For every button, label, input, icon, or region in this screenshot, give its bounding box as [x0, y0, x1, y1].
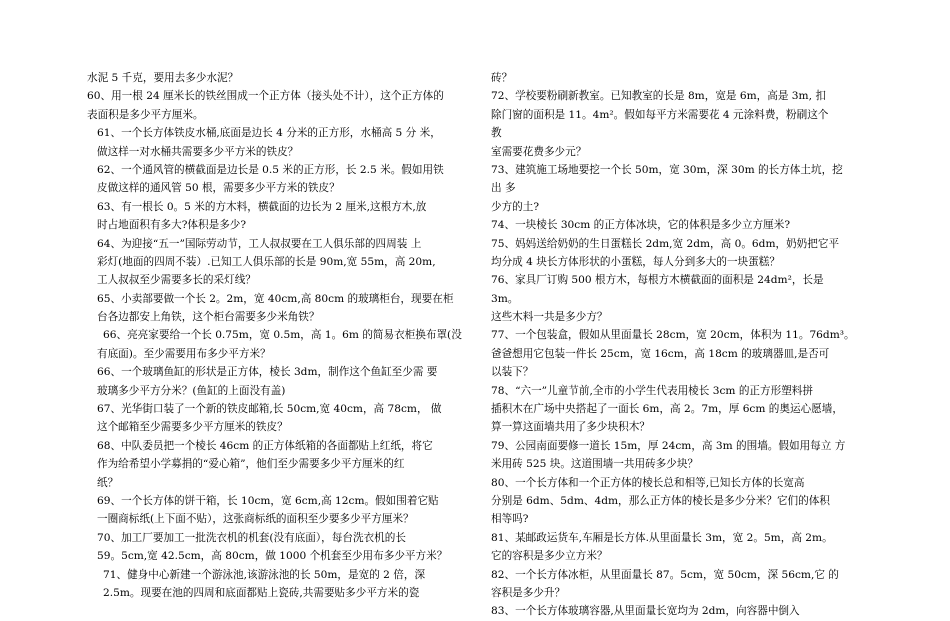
text-line: 容积是多少升？: [491, 586, 566, 599]
text-line: 工人叔叔至少需要多长的采灯线？: [97, 274, 256, 287]
text-line: 67、光华街口装了一个新的铁皮邮箱,长 50cm,宽 40cm，高 78cm， 做: [97, 403, 442, 416]
text-line: 教: [491, 127, 502, 140]
text-line: 分别是 6dm、5dm、4dm，那么正方体的棱长是多少分米？它们的体积: [491, 494, 830, 507]
text-line: 时占地面积有多大?体积是多少?: [97, 219, 247, 232]
text-line: 72、学校要粉刷新教室。已知教室的长是 8m，宽是 6m，高是 3m, 扣: [491, 90, 826, 103]
text-line: 66、亮亮家要给一个长 0.75m，宽 0.5m，高 1。6m 的简易衣柜换布罩(没: [103, 329, 462, 342]
text-line: 3m。: [491, 292, 519, 305]
text-line: 台各边都安上角铁，这个柜台需要多少米角铁？: [97, 311, 320, 324]
text-line: 皮做这样的通风管 50 根，需要多少平方米的铁皮？: [97, 182, 340, 195]
text-line: 均分成 4 块长方体形状的小蛋糕，每人分到多大的一块蛋糕？: [491, 255, 780, 268]
text-line: 一圈商标纸(上下面不贴），这张商标纸的面积至少要多少平方厘米？: [97, 513, 414, 526]
text-line: 81、某邮政运货车,车厢是长方体.从里面量长 3m，宽 2。5m，高 2m。: [491, 531, 833, 544]
text-line: 玻璃多少平方分米？(鱼缸的上面没有盖): [97, 384, 286, 397]
left-column: [87, 69, 479, 602]
text-line: 66、一个玻璃鱼缸的形状是正方体，棱长 3dm，制作这个鱼缸至少需 要: [97, 366, 438, 379]
text-line: 有底面)。至少需要用布多少平方米？: [97, 347, 271, 360]
text-line: 纸？: [97, 476, 119, 489]
text-line: 算一算这面墙共用了多少块积木？: [491, 421, 650, 434]
text-line: 室需要花费多少元？: [491, 145, 587, 158]
text-line: 彩灯(地面的四周不装）.已知工人俱乐部的长是 90m,宽 55m，高 20m,: [97, 255, 436, 268]
text-line: 除门窗的面积是 11。4m²。假如每平方米需要花 4 元涂料费，粉刷这个: [491, 108, 829, 121]
text-line: 60、用一根 24 厘米长的铁丝围成一个正方体（接头处不计），这个正方体的: [87, 90, 444, 103]
text-line: 插积木在广场中央搭起了一面长 6m，高 2。7m，厚 6cm 的奥运心愿墙，: [491, 403, 843, 416]
text-line: 相等吗?: [491, 513, 529, 526]
text-line: 76、家具厂订购 500 根方木，每根方木横截面的面积是 24dm²，长是: [491, 274, 824, 287]
text-line: 79、公园南面要修一道长 15m，厚 24cm，高 3m 的围墙。假如用每立 方: [491, 439, 846, 452]
text-line: 表面积是多少平方厘米。: [87, 108, 204, 121]
text-line: 77、一个包装盒，假如从里面量长 28cm，宽 20cm，体积为 11。76dm³。: [491, 329, 855, 342]
right-column: [491, 69, 863, 621]
text-line: 这些木料一共是多少方？: [491, 311, 608, 324]
text-line: 65、小卖部要做一个长 2。2m，宽 40cm,高 80cm 的玻璃柜台，现要在柜: [97, 292, 454, 305]
text-line: 73、建筑施工场地要挖一个长 50m，宽 30m，深 30m 的长方体土坑，挖: [491, 163, 843, 176]
text-line: 砖？: [491, 72, 513, 84]
text-line: 78、“六一”儿童节前,全市的小学生代表用棱长 3cm 的正方形塑料拼: [491, 384, 813, 397]
text-line: 74、一块棱长 30cm 的正方体冰块，它的体积是多少立方厘米?: [491, 219, 791, 232]
text-line: 米用砖 525 块。这道围墙一共用砖多少块？: [491, 458, 699, 471]
text-line: 水泥 5 千克，要用去多少水泥？: [87, 72, 239, 84]
text-line: 出 多: [491, 182, 516, 195]
text-line: 71、健身中心新建一个游泳池,该游泳池的长 50m，是宽的 2 倍，深: [103, 568, 426, 581]
text-line: 64、为迎接“五一”国际劳动节，工人叔叔要在工人俱乐部的四周装 上: [97, 237, 422, 250]
text-line: 做这样一对水桶共需要多少平方米的铁皮？: [97, 145, 299, 158]
text-line: 作为给希望小学募捐的“爱心箱”，他们至少需要多少平方厘米的红: [97, 458, 405, 471]
text-line: 70、加工厂要加工一批洗衣机的机套(没有底面），每台洗衣机的长: [97, 531, 406, 544]
text-line: 62、一个通风管的横截面是边长是 0.5 米的正方形，长 2.5 米。假如用铁: [97, 163, 444, 176]
text-line: 爸爸想用它包装一件长 25cm，宽 16cm，高 18cm 的玻璃器皿,是否可: [491, 347, 830, 360]
text-line: 这个邮箱至少需要多少平方厘米的铁皮？: [97, 421, 288, 434]
text-line: 61、一个长方体铁皮水桶,底面是边长 4 分米的正方形，水桶高 5 分 米，: [97, 127, 441, 140]
text-line: 63、有一根长 0。5 米的方木料，横截面的边长为 2 厘米,这根方木,放: [97, 200, 427, 213]
text-line: 59。5cm,宽 42.5cm，高 80cm，做 1000 个机套至少用布多少平方米？: [97, 550, 448, 563]
text-line: 2.5m。现要在池的四周和底面都贴上瓷砖,共需要贴多少平方米的瓷: [103, 586, 420, 599]
text-line: 以装下？: [491, 366, 534, 379]
text-line: 82、一个长方体冰柜，从里面量长 87。5cm，宽 50cm，深 56cm,它 的: [491, 568, 839, 581]
text-line: 80、一个长方体和一个正方体的棱长总和相等,已知长方体的长宽高: [491, 476, 805, 489]
text-line: 69、一个长方体的饼干箱，长 10cm，宽 6cm,高 12cm。假如围着它贴: [97, 494, 439, 507]
text-line: 83、一个长方体玻璃容器,从里面量长宽均为 2dm，向容器中倒入: [491, 605, 800, 618]
text-line: 少方的土?: [491, 200, 540, 213]
text-line: 它的容积是多少立方米？: [491, 550, 608, 563]
text-line: 75、妈妈送给奶奶的生日蛋糕长 2dm,宽 2dm，高 0。6dm，奶奶把它平: [491, 237, 840, 250]
text-line: 68、中队委员把一个棱长 46cm 的正方体纸箱的各面都贴上红纸，将它: [97, 439, 433, 452]
